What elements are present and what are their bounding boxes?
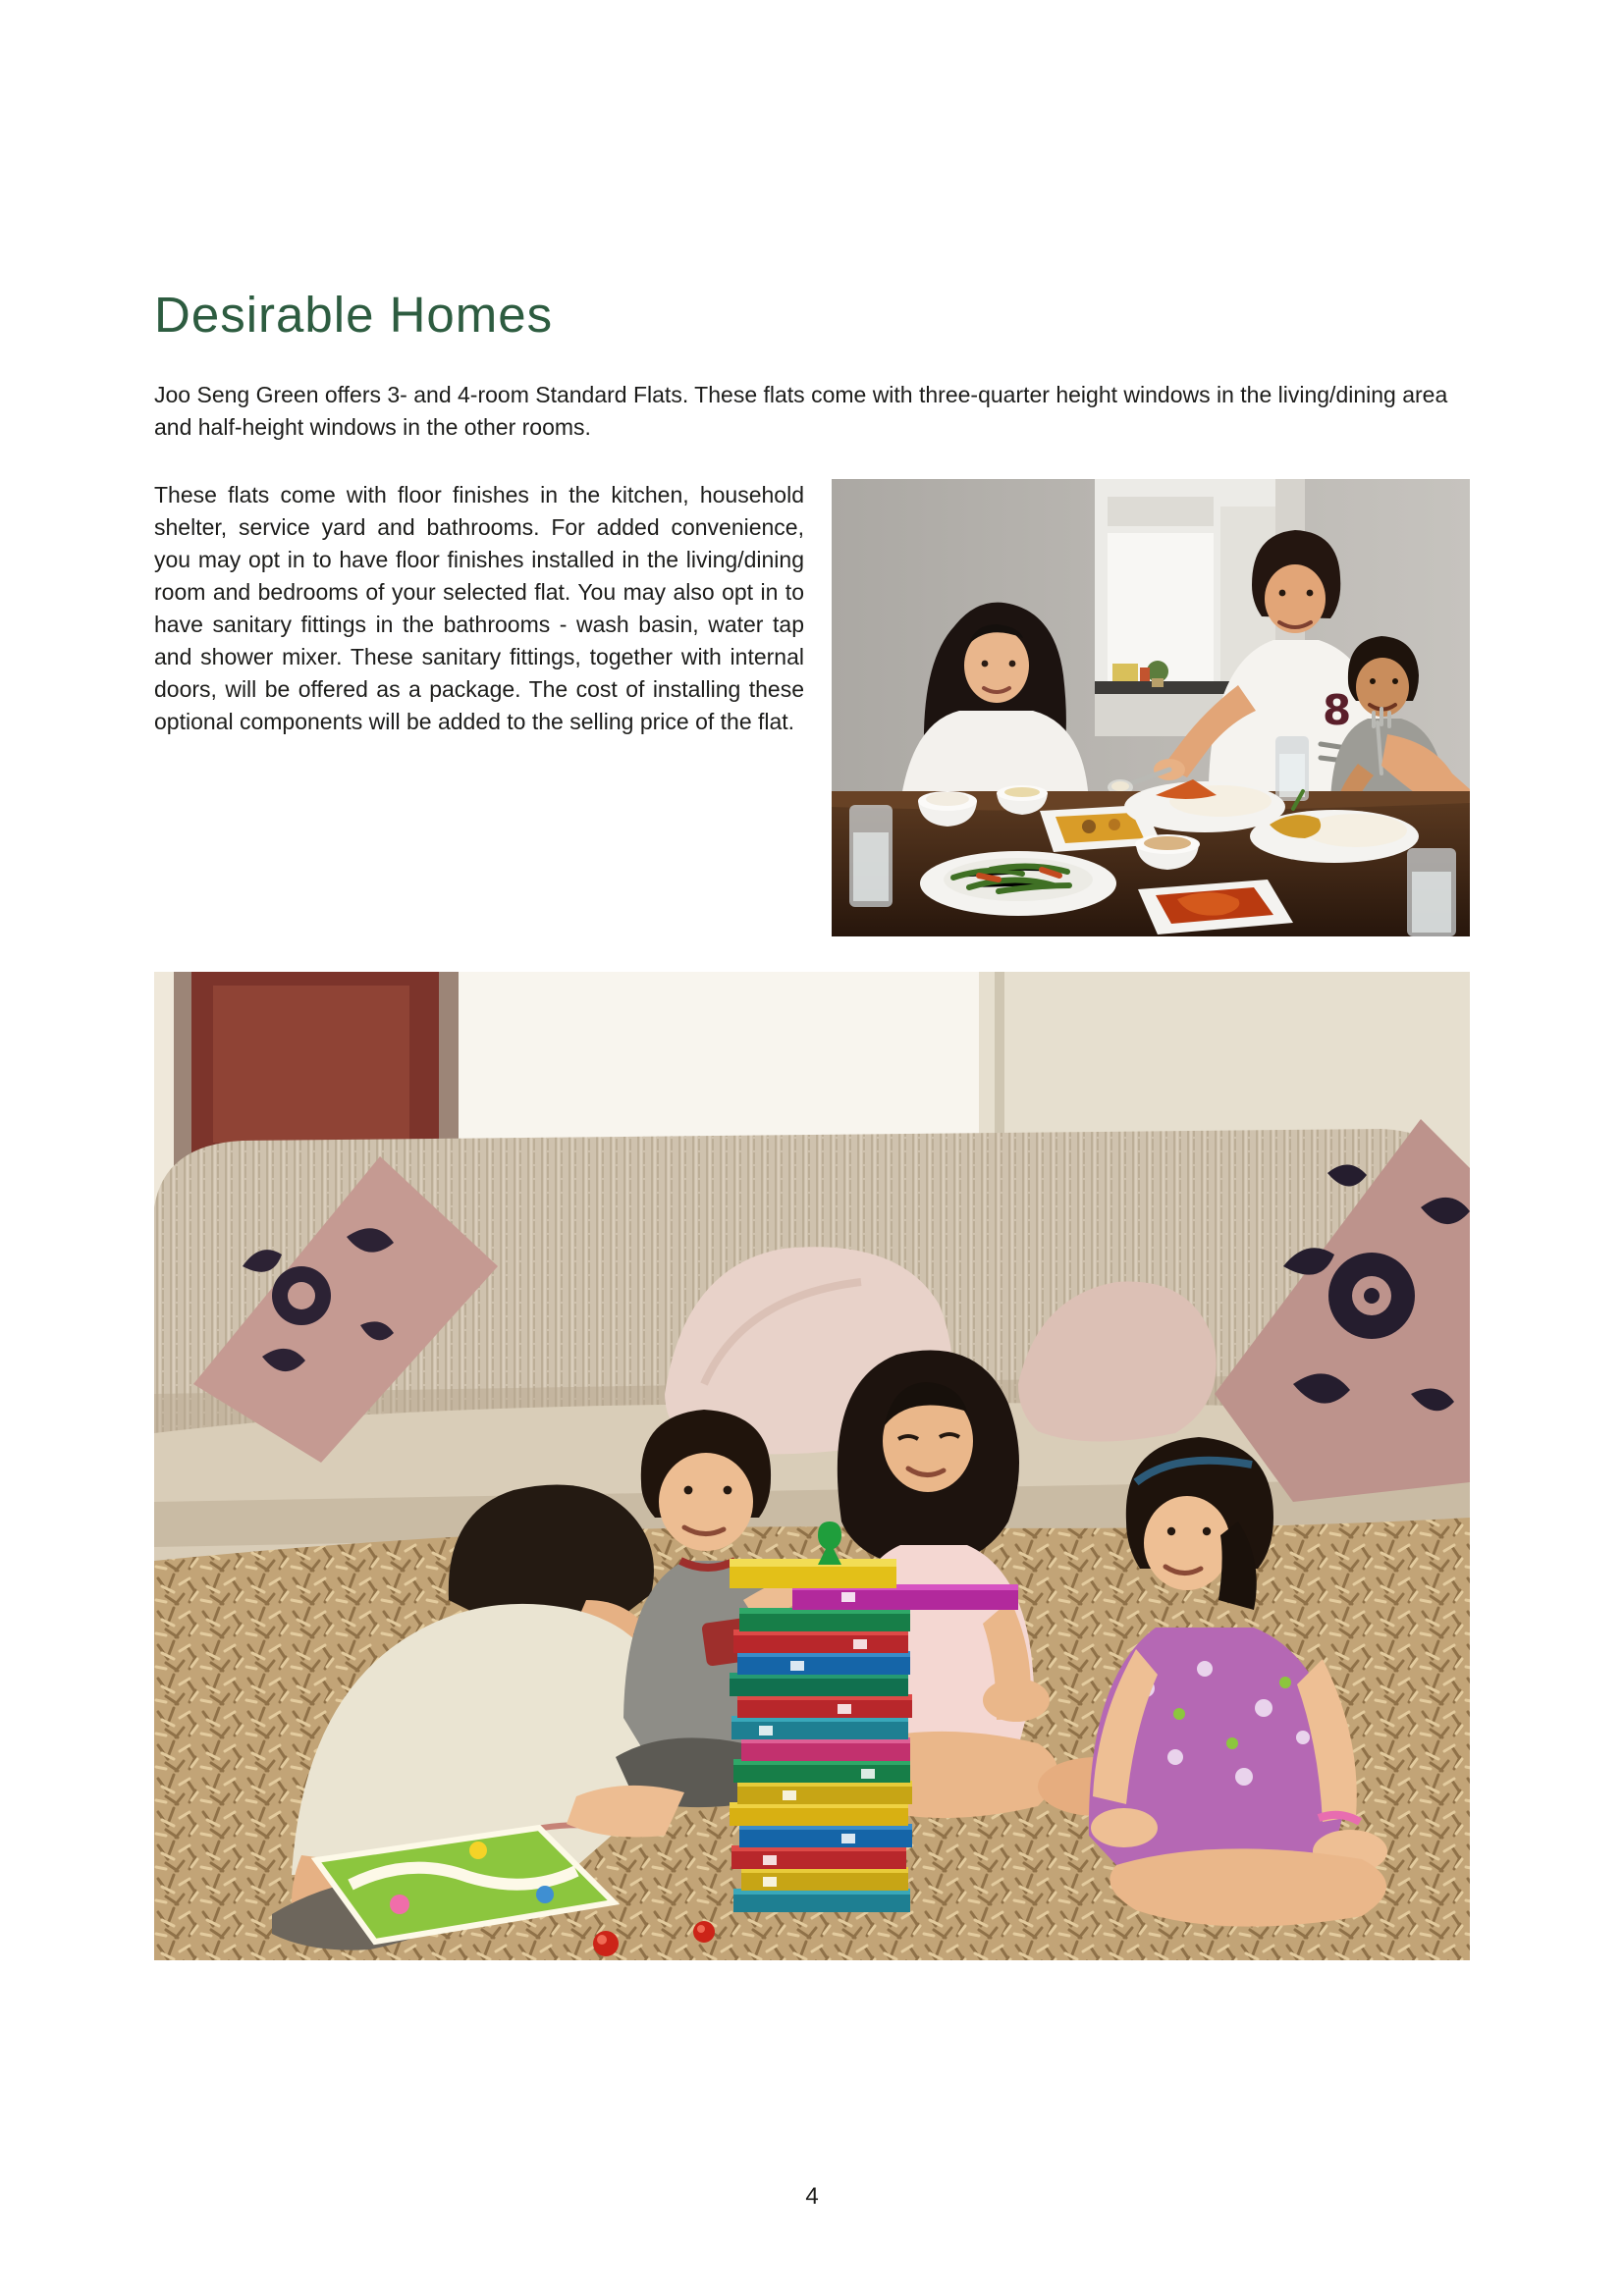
page-number: 4 <box>805 2183 819 2210</box>
family-game-photo-illustration <box>154 972 1470 1960</box>
dining-family-photo <box>832 479 1470 936</box>
family-game-photo <box>154 972 1470 1960</box>
dining-photo-illustration <box>832 479 1470 936</box>
intro-paragraph: Joo Seng Green offers 3- and 4-room Standard Flats. These flats come with three-quarter height windows in the living/dining area and half-height windows in the other rooms. <box>154 382 1448 440</box>
page-title: Desirable Homes <box>154 287 554 343</box>
body-paragraph: These flats come with floor finishes in the kitchen, household shelter, service yard and bathrooms. For added convenience, you may opt in to have floor finishes installed in the living/dining room and bedrooms of your selected flat. You may also opt in to have sanitary fittings in the bathrooms - wash basin, water tap and shower mixer. These sanitary fittings, together with internal doors, will be offered as a package. The cost of installing these optional components will be added to the selling price of the flat. <box>154 482 804 734</box>
svg-text:8: 8 <box>1323 686 1352 734</box>
